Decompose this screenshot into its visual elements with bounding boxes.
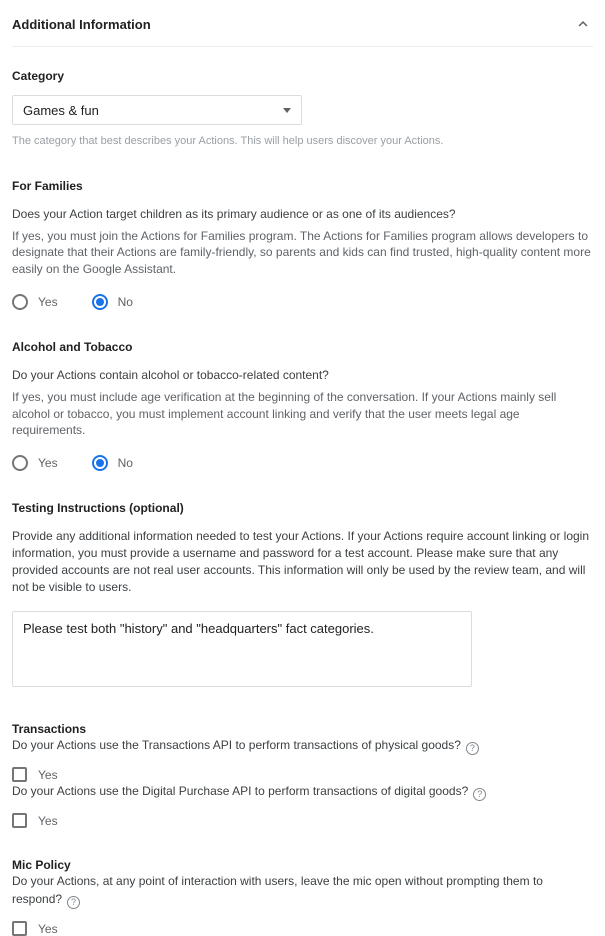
testing-instructions-description: Provide any additional information needed to test your Actions. If your Actions require account linking or login information, you must provide a username and password for a test account. Please make sure that any provided accounts are not real user accounts. This information will only be used by the review team, and will not be visible to users.	[12, 529, 590, 594]
transactions-digital-checkbox[interactable]	[12, 813, 27, 828]
testing-instructions-input[interactable]	[12, 611, 472, 687]
for-families-radio-yes[interactable]	[12, 294, 58, 310]
help-icon[interactable]: ?	[466, 742, 479, 755]
category-helper-text: The category that best describes your Actions. This will help users discover your Actions.	[12, 135, 444, 147]
alcohol-tobacco-question: Do your Actions contain alcohol or tobacco-related content?	[12, 368, 329, 383]
transactions-physical-checkbox[interactable]	[12, 767, 27, 782]
alcohol-tobacco-radio-no[interactable]	[92, 455, 133, 471]
category-select[interactable]	[12, 95, 302, 125]
radio-label: No	[117, 456, 133, 471]
checkbox-label: Yes	[38, 921, 58, 936]
question-text: Do your Actions, at any point of interaction with users, leave the mic open without prompting them to respond?	[12, 874, 543, 907]
transactions-physical-check-row	[12, 767, 593, 782]
checkbox-label: Yes	[38, 767, 58, 782]
mic-policy-check-row	[12, 921, 593, 936]
panel-title: Additional Information	[12, 16, 151, 32]
mic-policy-title: Mic Policy	[12, 858, 71, 873]
for-families-title: For Families	[12, 178, 83, 193]
radio-label: Yes	[38, 295, 58, 310]
for-families-radio-group	[12, 294, 593, 310]
radio-label: No	[117, 295, 133, 310]
for-families-question: Does your Action target children as its primary audience or as one of its audiences?	[12, 206, 456, 221]
alcohol-tobacco-title: Alcohol and Tobacco	[12, 340, 133, 355]
help-icon[interactable]: ?	[473, 788, 486, 801]
for-families-radio-no[interactable]	[92, 294, 133, 310]
alcohol-tobacco-helper: If yes, you must include age verification at the beginning of the conversation. If your Actions mainly sell alcohol or tobacco, you must implement account linking and verify that the user meets legal age requirements.	[12, 389, 557, 438]
checkbox-label: Yes	[38, 813, 58, 828]
transactions-question-digital	[12, 784, 486, 798]
radio-icon	[92, 455, 108, 471]
alcohol-tobacco-radio-group	[12, 455, 593, 471]
collapse-button[interactable]	[573, 14, 593, 34]
panel-header	[12, 14, 593, 47]
radio-label: Yes	[38, 456, 58, 471]
radio-icon	[92, 294, 108, 310]
for-families-helper: If yes, you must join the Actions for Families program. The Actions for Families program allows developers to designate that their Actions are family-friendly, so parents and kids can find trusted, high-quality content more easily on the Google Assistant.	[12, 228, 591, 277]
testing-instructions-title: Testing Instructions (optional)	[12, 501, 184, 516]
category-selected-value: Games & fun	[23, 102, 99, 118]
help-icon[interactable]: ?	[67, 896, 80, 909]
mic-policy-question	[12, 874, 543, 906]
dropdown-arrow-icon	[283, 108, 291, 113]
question-text: Do your Actions use the Transactions API to perform transactions of physical goods?	[12, 738, 461, 753]
chevron-up-icon	[574, 15, 592, 33]
transactions-question-physical	[12, 738, 479, 752]
mic-policy-checkbox[interactable]	[12, 921, 27, 936]
transactions-title: Transactions	[12, 722, 87, 737]
category-label: Category	[12, 69, 65, 83]
radio-icon	[12, 455, 28, 471]
question-text: Do your Actions use the Digital Purchase API to perform transactions of digital goods?	[12, 784, 469, 799]
alcohol-tobacco-radio-yes[interactable]	[12, 455, 58, 471]
transactions-digital-check-row	[12, 813, 593, 828]
radio-icon	[12, 294, 28, 310]
